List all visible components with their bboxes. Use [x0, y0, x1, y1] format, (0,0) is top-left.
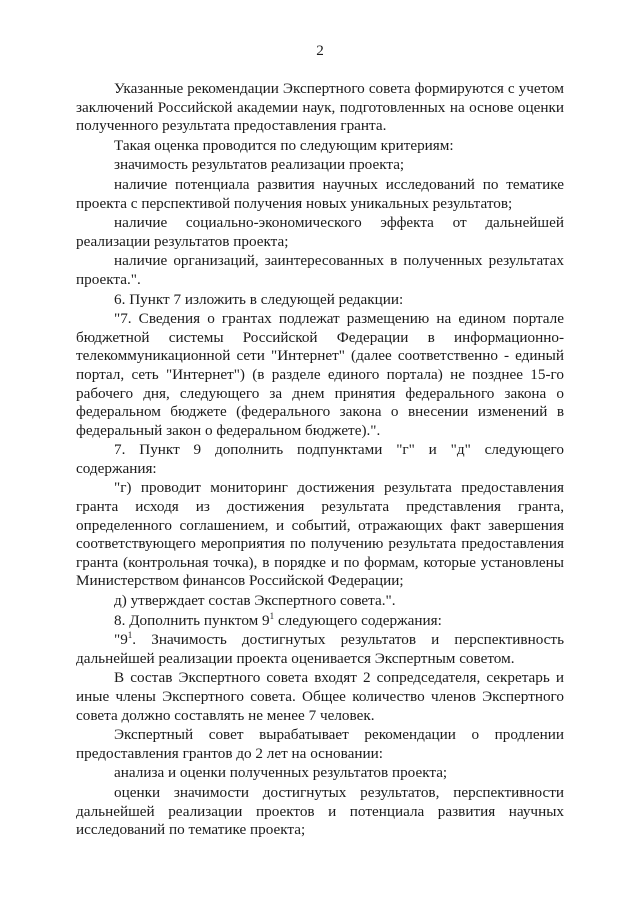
- paragraph: Экспертный совет вырабатывает рекомендации о продлении предоставления грантов до 2 лет на основании:: [76, 726, 564, 762]
- list-item: наличие потенциала развития научных исследований по тематике проекта с перспективой получения новых уникальных результатов;: [76, 175, 564, 212]
- text-fragment: . Значимость достигнутых результатов и перспективность дальнейшей реализации проекта оценивается Экспертным советом.: [76, 631, 564, 667]
- text-fragment: 8. Дополнить пунктом 9: [114, 611, 270, 629]
- amendment-heading: [76, 612, 564, 631]
- list-item: наличие организаций, заинтересованных в полученных результатах проекта.".: [76, 252, 564, 288]
- list-item: значимость результатов реализации проекта;: [114, 156, 405, 174]
- amendment-heading: 7. Пункт 9 дополнить подпунктами "г" и "д" следующего содержания:: [76, 441, 564, 477]
- superscript: 1: [127, 630, 133, 641]
- list-item: оценки значимости достигнутых результатов, перспективности дальнейшей реализации проектов и потенциала развития научных исследований по тематике проекта;: [76, 783, 564, 839]
- list-item: наличие социально-экономического эффекта от дальнейшей реализации результатов проекта;: [76, 214, 564, 250]
- list-item: анализа и оценки полученных результатов проекта;: [114, 764, 448, 782]
- superscript: 1: [269, 610, 275, 621]
- paragraph: "7. Сведения о грантах подлежат размещению на едином портале бюджетной системы Российской Федерации в информационно-телекоммуникационной сети "Интернет" (далее соответственно - единый портал, сеть "Интернет") (в разделе единого портала) не позднее 15-го рабочего дня, следующего за днем принятия федерального закона о федеральном бюджете (федерального закона о внесении изменений в федеральный закон о федеральном бюджете).".: [76, 310, 564, 439]
- list-item: д) утверждает состав Экспертного совета.".: [114, 592, 396, 610]
- paragraph: Указанные рекомендации Экспертного совета формируются с учетом заключений Российской академии наук, подготовленных на основе оценки полученного результата предоставления гранта.: [76, 80, 564, 135]
- document-body: [76, 80, 564, 841]
- page-number: 2: [316, 42, 324, 59]
- text-fragment: "9: [114, 631, 128, 649]
- list-item: "г) проводит мониторинг достижения результата предоставления гранта исходя из достижения результата представления гранта, определенного соглашением, и событий, отражающих факт завершения соответствующего мероприятия по получению результата предоставления гранта (контрольная точка), в порядке и по формам, которые установлены Министерством финансов Российской Федерации;: [76, 479, 564, 590]
- paragraph: Такая оценка проводится по следующим критериям:: [114, 136, 454, 154]
- text-fragment: следующего содержания:: [274, 611, 442, 629]
- paragraph: [76, 631, 564, 668]
- paragraph: В состав Экспертного совета входят 2 сопредседателя, секретарь и иные члены Экспертного совета. Общее количество членов Экспертного совета должно составлять не менее 7 человек.: [76, 669, 564, 724]
- amendment-heading: 6. Пункт 7 изложить в следующей редакции:: [114, 290, 404, 308]
